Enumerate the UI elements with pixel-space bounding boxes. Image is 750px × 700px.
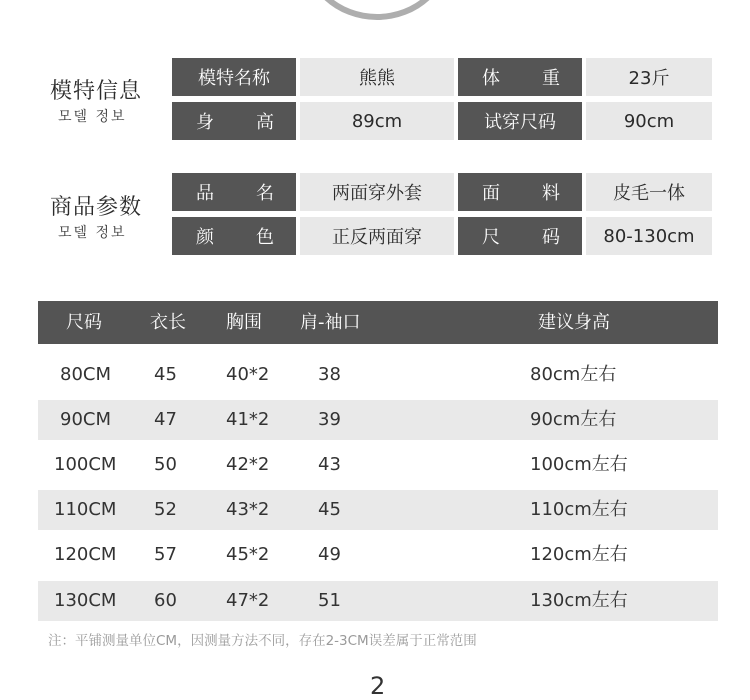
model-label-trial-size: 试穿尺码: [458, 102, 582, 140]
cell-shoulder-sleeve: 49: [318, 544, 341, 565]
cell-length: 45: [154, 364, 177, 385]
cell-shoulder-sleeve: 51: [318, 590, 341, 611]
product-label-color: 颜 色: [172, 217, 296, 255]
cell-chest: 43*2: [226, 499, 270, 520]
table-row: [38, 355, 718, 395]
header-suggested-height: 建议身高: [538, 312, 610, 333]
cell-chest: 40*2: [226, 364, 270, 385]
model-label-weight: 体 重: [458, 58, 582, 96]
cell-length: 52: [154, 499, 177, 520]
product-value-color: 正反两面穿: [300, 217, 454, 255]
model-value-trial-size: 90cm: [586, 102, 712, 140]
cell-size: 80CM: [60, 364, 112, 385]
size-table-header: [38, 301, 718, 344]
decorative-arc: [302, 0, 452, 20]
cell-size: 130CM: [54, 590, 117, 611]
product-label-name: 品 名: [172, 173, 296, 211]
cell-size: 120CM: [54, 544, 117, 565]
header-chest: 胸围: [226, 312, 262, 333]
cell-shoulder-sleeve: 43: [318, 454, 341, 475]
measurement-note: 注：平铺测量单位CM，因测量方法不同，存在2-3CM误差属于正常范围: [48, 633, 477, 649]
cell-length: 47: [154, 409, 177, 430]
cell-size: 110CM: [54, 499, 117, 520]
cell-chest: 47*2: [226, 590, 270, 611]
header-length: 衣长: [150, 312, 186, 333]
model-label-height: 身 高: [172, 102, 296, 140]
cell-suggested-height: 130cm左右: [530, 590, 628, 611]
table-row: [38, 535, 718, 575]
product-value-size: 80-130cm: [586, 217, 712, 255]
cell-size: 90CM: [60, 409, 112, 430]
model-value-name: 熊熊: [300, 58, 454, 96]
table-row: [38, 445, 718, 485]
model-info-subtitle: 모델 정보: [58, 109, 127, 125]
cell-size: 100CM: [54, 454, 117, 475]
cell-length: 57: [154, 544, 177, 565]
cell-suggested-height: 90cm左右: [530, 409, 617, 430]
cell-suggested-height: 110cm左右: [530, 499, 628, 520]
product-value-fabric: 皮毛一体: [586, 173, 712, 211]
cell-chest: 45*2: [226, 544, 270, 565]
product-value-name: 两面穿外套: [300, 173, 454, 211]
cell-suggested-height: 120cm左右: [530, 544, 628, 565]
product-label-size: 尺 码: [458, 217, 582, 255]
product-info-subtitle: 모델 정보: [58, 225, 127, 241]
cell-shoulder-sleeve: 39: [318, 409, 341, 430]
model-label-name: 模特名称: [172, 58, 296, 96]
cell-shoulder-sleeve: 45: [318, 499, 341, 520]
model-info-title: 模特信息: [50, 79, 143, 104]
product-label-fabric: 面 料: [458, 173, 582, 211]
cell-chest: 42*2: [226, 454, 270, 475]
table-row: [38, 490, 718, 530]
header-size: 尺码: [66, 312, 102, 333]
header-shoulder-sleeve: 肩-袖口: [300, 312, 361, 333]
model-value-weight: 23斤: [586, 58, 712, 96]
cell-length: 60: [154, 590, 177, 611]
table-row: [38, 400, 718, 440]
cell-length: 50: [154, 454, 177, 475]
cell-shoulder-sleeve: 38: [318, 364, 341, 385]
product-info-title: 商品参数: [50, 195, 143, 220]
cell-chest: 41*2: [226, 409, 270, 430]
model-value-height: 89cm: [300, 102, 454, 140]
table-row: [38, 581, 718, 621]
page-number: 2: [370, 672, 386, 700]
cell-suggested-height: 80cm左右: [530, 364, 617, 385]
cell-suggested-height: 100cm左右: [530, 454, 628, 475]
